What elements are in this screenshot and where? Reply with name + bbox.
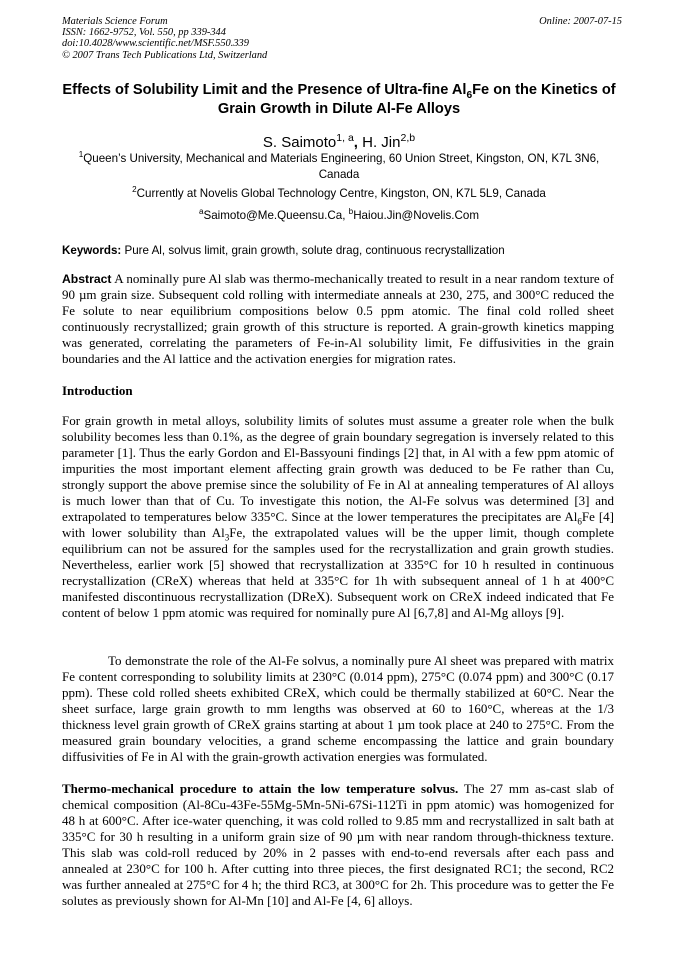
journal-name: Materials Science Forum <box>62 16 168 27</box>
journal-doi: doi:10.4028/www.scientific.net/MSF.550.339 <box>62 38 249 50</box>
keywords-label: Keywords: <box>62 244 122 257</box>
thermo-heading: Thermo-mechanical procedure to attain the low temperature solvus. <box>62 781 459 796</box>
affiliation-1-text: Queen’s University, Mechanical and Materials Engineering, 60 Union Street, Kingston, ON, K7L 3N6, Canada <box>83 152 600 181</box>
affiliation-2 <box>62 186 616 202</box>
intro-p1-text-a: For grain growth in metal alloys, solubility limits of solutes must assume a greater role when the bulk solubility becomes less than 0.1%, as the degree of grain boundary segregation is inversely related to this parameter [1]. Thus the early Gordon and El-Bassyouni findings [2] that, in Al with a few ppm atomic of impurities the most important element affecting grain growth was deduced to be Fe rather than Cu, strongly support the above premise since the solubility of Fe in Al at annealing temperatures of Al alloys is much lower than that of Cu. To investigate this notion, the Al-Fe solvus was determined [3] and extrapolated to temperatures below 335°C. Since at the lower temperatures the precipitates are Al <box>62 413 614 524</box>
title-text-2: Fe on the Kinetics of Grain Growth in Dilute Al-Fe Alloys <box>217 82 616 117</box>
thermo-mechanical-section <box>62 781 614 909</box>
author-list <box>62 133 616 152</box>
author-2-sup: 2,b <box>400 132 416 144</box>
abstract-text: A nominally pure Al slab was thermo-mechanically treated to result in a near random texture of 90 µm grain size. Subsequent cold rolling with intermediate anneals at 230, 275, and 300°C reduced the Fe solute to near equilibrium compositions below 0.5 ppm atomic. The final cold rolled sheet continuously recrystallized; grain growth of this structure is reported. A grain-growth kinetics mapping was generated, correlating the parameters of Fe-in-Al solubility limit, Fe diffusivities in the grain boundaries and the Al lattice and the activation energies for migration rates. <box>62 271 614 366</box>
affiliation-1-sup: 1 <box>78 150 84 160</box>
affiliation-1 <box>62 151 616 182</box>
abstract-label: Abstract <box>62 272 112 286</box>
introduction-paragraph-1 <box>62 413 614 621</box>
thermo-text: The 27 mm as-cast slab of chemical composition (Al-8Cu-43Fe-55Mg-5Mn-5Ni-67Si-112Ti in ppm atomic) was homogenized for 48 h at 600°C. After ice-water quenching, it was cold rolled to 9.85 mm and recrystallized in salt bath at 335°C for 30 h resulting in a uniform grain size of 90 µm with near random through-thickness texture. This slab was cold-roll reduced by 20% in 2 passes with end-to-end reversals after each pass and annealed at 230°C for 100 h. After cutting into three pieces, the first designated RC1; the second, RC2 was further annealed at 275°C for 4 h; the third RC3, at 300°C for 2h. This procedure was to getter the Fe solutes as previously shown for Al-Mn [10] and Al-Fe [4, 6] alloys. <box>62 781 614 908</box>
intro-p1-sub-2: 3 <box>224 532 230 543</box>
intro-p1-sub-1: 6 <box>577 516 582 527</box>
email-a-sup: a <box>198 207 204 217</box>
journal-header <box>62 16 622 61</box>
email-b: Haiou.Jin@Novelis.Com <box>353 209 480 222</box>
email-a: Saimoto@Me.Queensu.Ca, <box>203 209 349 222</box>
abstract <box>62 271 614 367</box>
intro-p1-text-c: Fe, the extrapolated values will be the upper limit, though complete equilibrium can not be assured for the samples used for the recrystallization and grain growth studies. Nevertheless, earlier work [5] showed that recrystallization at 335°C for 10 h resulted in continuous recrystallization (CReX) whereas that held at 335°C for 1h with subsequent anneal of 1 h at 400°C manifested discontinuous recrystallization (DReX). Subsequent work on CReX indeed indicated that Fe content of below 1 ppm atomic was required for nominally pure Al [6,7,8] and Al-Mg alloys [9]. <box>62 525 614 620</box>
title-subscript: 6 <box>466 89 473 101</box>
online-date: Online: 2007-07-15 <box>539 16 622 27</box>
paper-title <box>62 81 616 119</box>
keywords <box>62 243 616 258</box>
introduction-paragraph-2: To demonstrate the role of the Al-Fe solvus, a nominally pure Al sheet was prepared with matrix Fe content corresponding to solubility limits at 230°C (0.014 ppm), 275°C (0.074 ppm) and 300°C (0.17 ppm). These cold rolled sheets exhibited CReX, which could be thermally stabilized at 60°C. Near the sheet surface, large grain growth to mm lengths was observed at 60 to 160°C, whereas at the 1/3 thickness level grain growth of CReX grains starting at about 1 µm took place at 240 to 275°C. From the measured grain boundary velocities, a grand scheme encompassing the lattice and grain boundary diffusivities of Fe in Al with the grain-growth activation energies was formulated. <box>62 653 614 764</box>
journal-issn: ISSN: 1662-9752, Vol. 550, pp 339-344 <box>62 27 226 39</box>
keywords-text: Pure Al, solvus limit, grain growth, solute drag, continuous recrystallization <box>121 244 505 257</box>
journal-copyright: © 2007 Trans Tech Publications Ltd, Switzerland <box>62 49 268 61</box>
intro-p1-text-b: Fe [4] with lower solubility than Al <box>62 509 614 540</box>
author-saimoto: S. Saimoto <box>262 134 337 151</box>
author-emails <box>62 208 616 224</box>
affiliation-2-text: Currently at Novelis Global Technology Centre, Kingston, ON, K7L 5L9, Canada <box>136 187 546 200</box>
affiliation-2-sup: 2 <box>132 185 137 195</box>
author-1-sup: 1, a <box>336 132 354 144</box>
title-text-1: Effects of Solubility Limit and the Presence of Ultra-fine Al <box>62 82 467 98</box>
email-b-sup: b <box>348 207 354 217</box>
introduction-heading: Introduction <box>62 383 133 398</box>
author-jin: H. Jin <box>362 134 401 151</box>
author-separator: , <box>353 134 363 151</box>
